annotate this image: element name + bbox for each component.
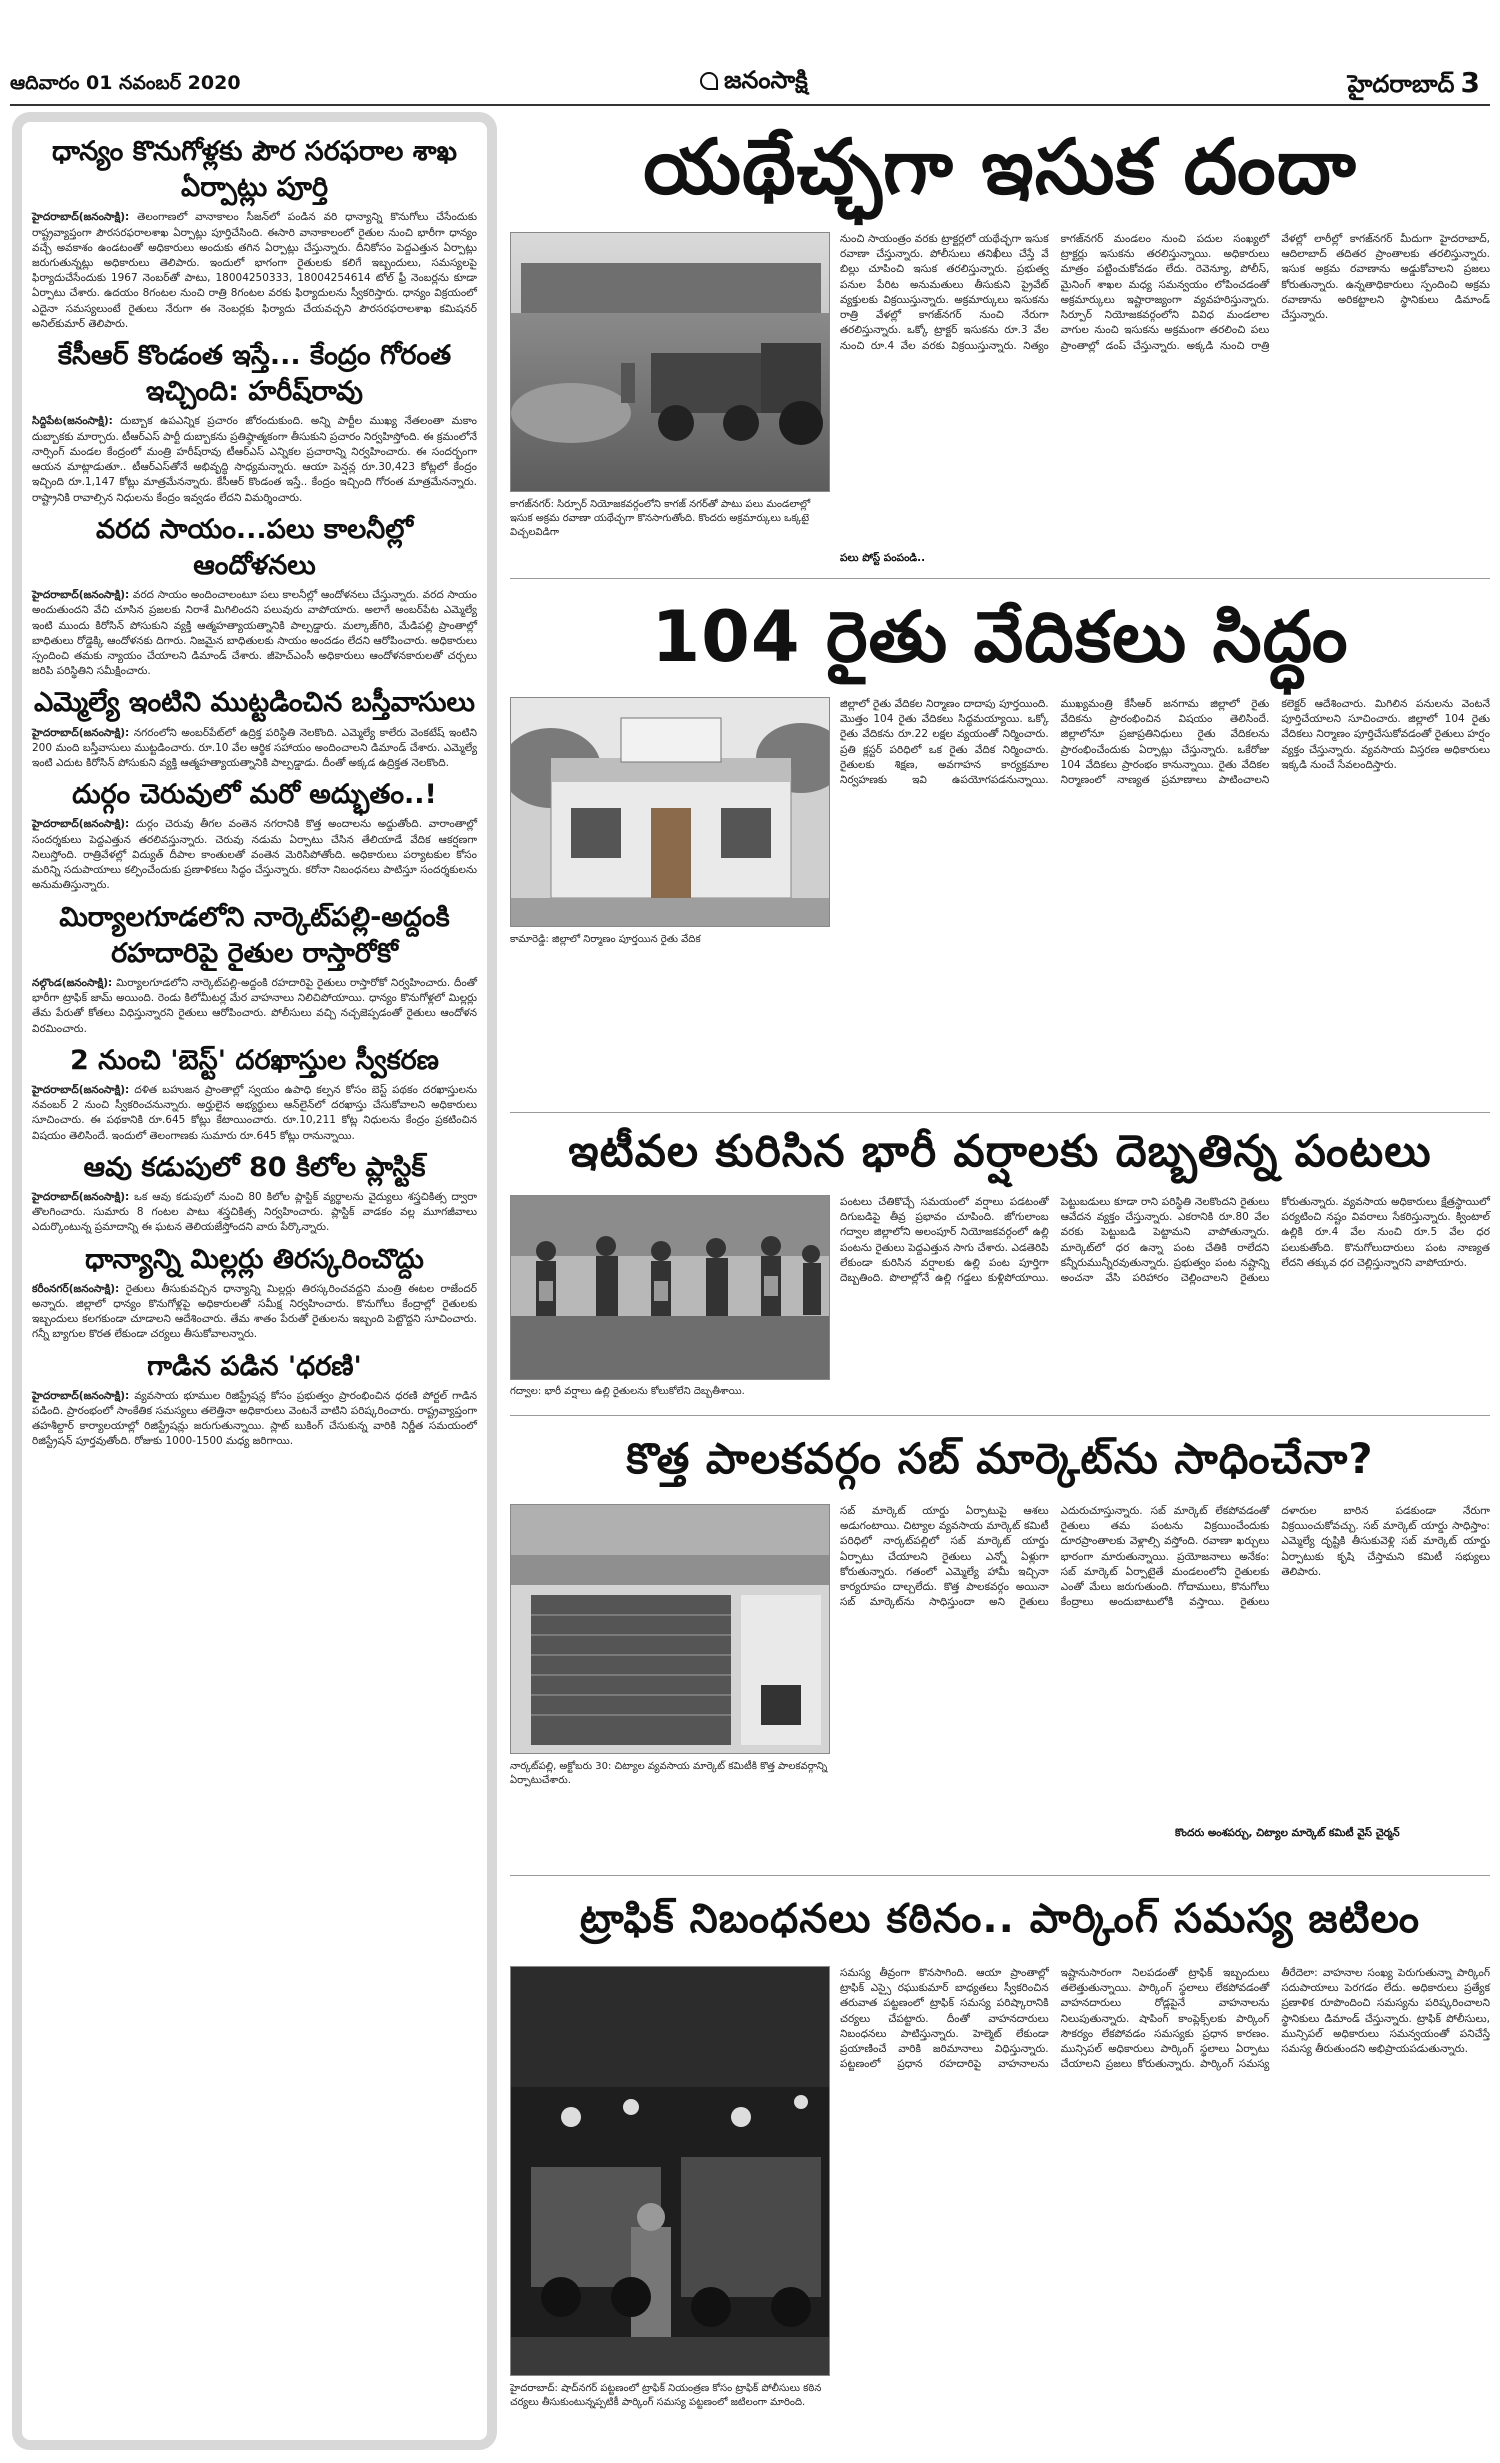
- photo-caption: కాగజ్‌నగర్: సిర్పూర్ నియోజకవర్గంలోని కాగజ్ నగర్‌తో పాటు పలు మండలాల్లో ఇసుక అక్రమ రవాణా యథేచ్ఛగా కొనసాగుతోంది. కొందరు అక్రమార్కులు ఒక్కటై విచ్చలవిడిగా: [510, 499, 811, 538]
- story-headline: ట్రాఫిక్ నిబంధనలు కఠినం.. పార్కింగ్ సమస్య జటిలం: [579, 1896, 1421, 1942]
- sidebar-story: [32, 1242, 477, 1343]
- story-body-columns: పంటలు చేతికొచ్చే సమయంలో వర్షాలు పడటంతో దిగుబడిపై తీవ్ర ప్రభావం చూపింది. జోగులాంబ గద్వాల జిల్లాలోని అలంపూర్ నియోజకవర్గంలో ఉల్లి పంటను రైతులు పెద్దఎత్తున సాగు చేశారు. ఎడతెరిపి లేకుండా కురిసిన వర్షాలకు ఉల్లి పంట పూర్తిగా దెబ్బతింది. పొలాల్లోనే ఉల్లి గడ్డలు కుళ్లిపోయాయి. పెట్టుబడులు కూడా రాని పరిస్థితి నెలకొందని రైతులు ఆవేదన వ్యక్తం చేస్తున్నారు. ఎకరానికి రూ.80 వేల వరకు పెట్టుబడి పెట్టామని వాపోతున్నారు. మార్కెట్‌లో ధర ఉన్నా పంట చేతికి రాలేదని కన్నీరుమున్నీరవుతున్నారు. ప్రభుత్వం పంట నష్టాన్ని అంచనా వేసి పరిహారం చెల్లించాలని రైతులు కోరుతున్నారు. వ్యవసాయ అధికారులు క్షేత్రస్థాయిలో పర్యటించి నష్టం వివరాలు సేకరిస్తున్నారు. క్వింటాల్ ఉల్లికి రూ.4 వేల నుంచి రూ.5 వేల ధర పలుకుతోంది. కొనుగోలుదారులు పంట నాణ్యత లేదని తక్కువ ధర చెల్లిస్తున్నారని వాపోయారు.: [840, 1196, 1490, 1285]
- photo-caption: నార్కట్‌పల్లి, అక్టోబరు 30: చిట్యాల వ్యవసాయ మార్కెట్ కమిటీకి కొత్త పాలకవర్గాన్ని ఏర్పాటుచేశారు.: [510, 1761, 828, 1786]
- logo-icon: [700, 72, 718, 90]
- dateline: హైదరాబాద్(జనంసాక్షి):: [32, 589, 130, 602]
- market-building-photo: [511, 1505, 830, 1754]
- dateline: కరీంనగర్(జనంసాక్షి):: [32, 1282, 120, 1295]
- story-body: వ్యవసాయ భూముల రిజిస్ట్రేషన్ల కోసం ప్రభుత్వం ప్రారంభించిన ధరణి పోర్టల్ గాడిన పడింది. ప్రారంభంలో సాంకేతిక సమస్యలు తలెత్తినా అధికారులు వెంటనే వాటిని పరిష్కరించారు. రాష్ట్రవ్యాప్తంగా తహశీల్దార్ కార్యాలయాల్లో రిజిస్ట్రేషన్లు జరుగుతున్నాయి. స్లాట్ బుకింగ్ చేసుకున్న వారికి నిర్ణీత సమయంలో రిజిస్ట్రేషన్ పూర్తవుతోంది. రోజుకు 1000-1500 మధ్య జరిగాయి.: [32, 1389, 477, 1448]
- sand-tractor-photo: [511, 233, 830, 492]
- sidebar-headline: 2 నుంచి 'బెస్ట్' దరఖాస్తుల స్వీకరణ: [70, 1044, 439, 1076]
- dateline: హైదరాబాద్(జనంసాక్షి):: [32, 726, 130, 739]
- story-headline: యథేచ్ఛగా ఇసుక దందా: [643, 122, 1357, 211]
- sidebar-headline: కేసీఆర్ కొండంత ఇస్తే... కేంద్రం గోరంత ఇచ్చింది: హరీష్‌రావు: [57, 340, 452, 408]
- story-body: మిర్యాలగూడలోని నార్కెట్‌పల్లి-అద్దంకి రహదారిపై రైతులు రాస్తారోకో నిర్వహించారు. దీంతో భారీగా ట్రాఫిక్ జామ్ అయింది. రెండు కిలోమీటర్ల మేర వాహనాలు నిలిచిపోయాయి. ధాన్యం కొనుగోళ్లలో మిల్లర్లు తేమ పేరుతో కోతలు విధిస్తున్నారని రైతులు ఆరోపించారు. పోలీసులు వచ్చి నచ్చజెప్పడంతో రైతులు ఆందోళన విరమించారు.: [32, 976, 477, 1035]
- page-header: [0, 0, 1500, 99]
- sidebar-story: [32, 1043, 477, 1144]
- sidebar-story: [32, 512, 477, 680]
- sidebar-headline: ఎమ్మెల్యే ఇంటిని ముట్టడించిన బస్తీవాసులు: [33, 687, 475, 719]
- story-headline: ఇటీవల కురిసిన భారీ వర్షాలకు దెబ్బతిన్న పంటలు: [568, 1126, 1432, 1177]
- story-body: నగరంలోని అంబర్‌పేట్‌లో ఉద్రిక్త పరిస్థితి నెలకొంది. ఎమ్మెల్యే కాలేరు వెంకటేష్ ఇంటిని 200 మంది బస్తీవాసులు ముట్టడించారు. రూ.10 వేల ఆర్థిక సహాయం అందించాలని డిమాండ్ చేశారు. ఎమ్మెల్యే ఇంటి ఎదుట కిరోసిన్ పోసుకుని వ్యక్తి ఆత్మహత్యాయత్నానికి పాల్పడ్డాడు. దీంతో అక్కడ ఉద్రిక్తత నెలకొంది.: [32, 726, 478, 770]
- sidebar-story-text: [32, 1190, 477, 1236]
- sidebar-story: [32, 338, 477, 506]
- story-headline: కొత్త పాలకవర్గం సబ్ మార్కెట్‌ను సాధించేనా?: [626, 1434, 1374, 1483]
- dateline: హైదరాబాద్(జనంసాక్షి):: [32, 1190, 130, 1203]
- story-byline: కొందరు అంశపర్చు, చిట్యాల మార్కెట్ కమిటీ వైస్ చైర్మన్: [1175, 1827, 1400, 1839]
- story-photo-crops: [510, 1195, 830, 1380]
- dateline: హైదరాబాద్(జనంసాక్షి):: [32, 211, 130, 224]
- story-photo-market: [510, 1504, 830, 1754]
- rythu-vedika-building-photo: [511, 698, 830, 927]
- sidebar-story-text: [32, 210, 477, 332]
- sidebar-story-text: [32, 1389, 477, 1450]
- sidebar-story: [32, 777, 477, 893]
- photo-caption: కామారెడ్డి: జిల్లాలో నిర్మాణం పూర్తయిన రైతు వేదిక: [510, 934, 701, 945]
- story-body: దుర్గం చెరువు తీగల వంతెన నగరానికి కొత్త అందాలను అద్దుతోంది. వారాంతాల్లో సందర్శకులు పెద్దఎత్తున తరలివస్తున్నారు. చెరువు నడుమ ఏర్పాటు చేసిన తేలియాడే వేదిక ఆకర్షణగా నిలుస్తోంది. రాత్రివేళల్లో విద్యుత్ దీపాల కాంతులతో వంతెన మెరిసిపోతోంది. అధికారులు పర్యాటకుల కోసం మరిన్ని సదుపాయాలు కల్పించేందుకు ప్రణాళికలు సిద్ధం చేస్తున్నారు. కరోనా నిబంధనలు పాటిస్తూ సందర్శకులను అనుమతిస్తున్నారు.: [32, 818, 477, 892]
- story-body-columns: సమస్య తీవ్రంగా కొనసాగింది. ఆయా ప్రాంతాల్లో ట్రాఫిక్ ఎస్సై రఘుకుమార్ బాధ్యతలు స్వీకరించిన తరువాత పట్టణంలో ట్రాఫిక్ సమస్య పరిష్కారానికి చర్యలు చేపట్టారు. దీంతో వాహనదారులు నిబంధనలు పాటిస్తున్నారు. హెల్మెట్ లేకుండా ప్రయాణించే వారికి జరిమానాలు విధిస్తున్నారు. పట్టణంలో ప్రధాన రహదారిపై వాహనాలను ఇష్టానుసారంగా నిలపడంతో ట్రాఫిక్ ఇబ్బందులు తలెత్తుతున్నాయి. పార్కింగ్ స్థలాలు లేకపోవడంతో వాహనదారులు రోడ్లపైనే వాహనాలను నిలుపుతున్నారు. షాపింగ్ కాంప్లెక్స్‌లకు పార్కింగ్ సౌకర్యం లేకపోవడం సమస్యకు ప్రధాన కారణం. మున్సిపల్ అధికారులు పార్కింగ్ స్థలాలు ఏర్పాటు చేయాలని ప్రజలు కోరుతున్నారు. పార్కింగ్ సమస్య తీరేదెలా: వాహనాల సంఖ్య పెరుగుతున్నా పార్కింగ్ సదుపాయాలు పెరగడం లేదు. అధికారులు ప్రత్యేక ప్రణాళిక రూపొందించి సమస్యను పరిష్కరించాలని స్థానికులు డిమాండ్ చేస్తున్నారు. ట్రాఫిక్ పోలీసులు, మున్సిపల్ అధికారులు సమన్వయంతో పనిచేస్తే సమస్య తీరుతుందని అభిప్రాయపడుతున్నారు.: [840, 1967, 1490, 2071]
- page-number: 3: [1460, 66, 1480, 99]
- story-body-columns: సబ్ మార్కెట్ యార్డు ఏర్పాటుపై ఆశలు అడుగంటాయి. చిట్యాల వ్యవసాయ మార్కెట్ కమిటీ పరిధిలో నార్కట్‌పల్లిలో సబ్ మార్కెట్ యార్డు ఏర్పాటు చేయాలని రైతులు ఎన్నో ఏళ్లుగా కోరుతున్నారు. గతంలో ఎమ్మెల్యే హామీ ఇచ్చినా కార్యరూపం దాల్చలేదు. కొత్త పాలకవర్గం అయినా సబ్ మార్కెట్‌ను సాధిస్తుందా అని రైతులు ఎదురుచూస్తున్నారు. సబ్ మార్కెట్ లేకపోవడంతో రైతులు తమ పంటను విక్రయించేందుకు దూరప్రాంతాలకు వెళ్లాల్సి వస్తోంది. రవాణా ఖర్చులు భారంగా మారుతున్నాయి. ప్రయోజనాలు అనేకం: సబ్ మార్కెట్ ఏర్పాటైతే మండలంలోని రైతులకు ఎంతో మేలు జరుగుతుంది. గోదాములు, కొనుగోలు కేంద్రాలు అందుబాటులోకి వస్తాయి. రైతులు దళారుల బారిన పడకుండా నేరుగా విక్రయించుకోవచ్చు. సబ్ మార్కెట్ యార్డు సాధిస్తాం: ఎమ్మెల్యే దృష్టికి తీసుకువెళ్లి సబ్ మార్కెట్ యార్డు ఏర్పాటుకు కృషి చేస్తామని కమిటీ సభ్యులు తెలిపారు.: [840, 1505, 1490, 1609]
- sidebar-story-text: [32, 1282, 477, 1343]
- story-body: రైతులు తీసుకువచ్చిన ధాన్యాన్ని మిల్లర్లు తిరస్కరించవద్దని మంత్రి ఈటల రాజేందర్ అన్నారు. జిల్లాలో ధాన్యం కొనుగోళ్లపై అధికారులతో సమీక్ష నిర్వహించారు. కొనుగోలు కేంద్రాల్లో రైతులకు ఇబ్బందులు కలగకుండా చూడాలని ఆదేశించారు. తేమ శాతం పేరుతో రైతులను ఇబ్బంది పెట్టొద్దని సూచించారు. గన్నీ బ్యాగుల కొరత లేకుండా చర్యలు తీసుకోవాలన్నారు.: [32, 1282, 477, 1341]
- story-photo-traffic: [510, 1966, 830, 2376]
- dateline: నల్గొండ(జనంసాక్షి):: [32, 976, 113, 989]
- header-divider: [10, 104, 1490, 106]
- sidebar-news-column: [12, 112, 497, 2450]
- sidebar-story-text: [32, 976, 477, 1037]
- photo-caption: హైదరాబాద్: షాద్‌నగర్ పట్టణంలో ట్రాఫిక్ నియంత్రణ కోసం ట్రాఫిక్ పోలీసులు కఠిన చర్యలు తీసుకుంటున్నప్పటికీ పార్కింగ్ సమస్య పట్టణంలో జటిలంగా మారింది.: [510, 2383, 822, 2408]
- story-headline: 104 రైతు వేదికలు సిద్ధం: [651, 596, 1349, 678]
- sidebar-headline: వరద సాయం...పలు కాలనీల్లో ఆందోళనలు: [95, 513, 414, 581]
- sidebar-story: [32, 685, 477, 771]
- sidebar-headline: గాడిన పడిన 'ధరణి': [147, 1350, 362, 1382]
- story-divider: [510, 1415, 1490, 1416]
- story-body: ఒక ఆవు కడుపులో నుంచి 80 కిలోల ప్లాస్టిక్ వ్యర్థాలను వైద్యులు శస్త్రచికిత్స ద్వారా తొలగించారు. సుమారు 8 గంటల పాటు శస్త్రచికిత్స నిర్వహించారు. ప్లాస్టిక్ వాడకం వల్ల మూగజీవాలు ఎదుర్కొంటున్న ప్రమాదాన్ని ఈ ఘటన తెలియజేస్తోందని వారు పేర్కొన్నారు.: [32, 1190, 477, 1234]
- story-divider: [510, 578, 1490, 579]
- photo-caption: గద్వాల: భారీ వర్షాలు ఉల్లి రైతులను కోలుకోలేని దెబ్బతీశాయి.: [510, 1386, 745, 1397]
- sidebar-headline: ధాన్యాన్ని మిల్లర్లు తిరస్కరించొద్దు: [85, 1243, 424, 1275]
- story-divider: [510, 1875, 1490, 1876]
- edition-date: ఆదివారం 01 నవంబర్ 2020: [10, 72, 241, 94]
- story-crop-damage: [510, 1117, 1490, 1417]
- story-rythu-vedika: [510, 587, 1490, 1017]
- sidebar-story-text: [32, 414, 477, 505]
- story-photo-sand: [510, 232, 830, 492]
- city-label: హైదరాబాద్: [1347, 70, 1455, 98]
- story-traffic-parking: [510, 1882, 1490, 2452]
- story-body-columns: నుంచి సాయంత్రం వరకు ట్రాక్టర్లలో యథేచ్ఛగా ఇసుక రవాణా చేస్తున్నారు. పోలీసులు తనిఖీలు చేస్తే వే బిల్లు చూపించి ఇసుక తరలిస్తున్నారు. ప్రభుత్వ పనుల పేరిట అనుమతులు తీసుకుని ప్రైవేట్ వ్యక్తులకు విక్రయిస్తున్నారు. అక్రమార్కులు ఇసుకను రాత్రి వేళల్లో కాగజ్‌నగర్ నుంచి నేరుగా తరలిస్తున్నారు. ఒక్కో ట్రాక్టర్ ఇసుకను రూ.3 వేల నుంచి రూ.4 వేల వరకు విక్రయిస్తున్నారు. నిత్యం కాగజ్‌నగర్ మండలం నుంచి పదుల సంఖ్యలో ట్రాక్టర్లు ఇసుకను తరలిస్తున్నాయి. అధికారులు మాత్రం పట్టించుకోవడం లేదు. రెవెన్యూ, పోలీస్, మైనింగ్ శాఖల మధ్య సమన్వయం లోపించడంతో అక్రమార్కులు ఇష్టారాజ్యంగా వ్యవహరిస్తున్నారు. సిర్పూర్ నియోజకవర్గంలోని వివిధ మండలాల వాగుల నుంచి ఇసుకను అక్రమంగా తరలించి పలు ప్రాంతాల్లో డంప్ చేస్తున్నారు. అక్కడి నుంచి రాత్రి వేళల్లో లారీల్లో కాగజ్‌నగర్ మీదుగా హైదరాబాద్, ఆదిలాబాద్ తదితర ప్రాంతాలకు తరలిస్తున్నారు. ఇసుక అక్రమ రవాణాను అడ్డుకోవాలని ప్రజలు కోరుతున్నారు. ఉన్నతాధికారులు స్పందించి అక్రమ రవాణాను అరికట్టాలని స్థానికులు డిమాండ్ చేస్తున్నారు.: [840, 233, 1490, 352]
- logo-text: జనంసాక్షి: [724, 66, 808, 94]
- sidebar-story: [32, 134, 477, 332]
- story-photo-vedika: [510, 697, 830, 927]
- dateline: సిద్దిపేట(జనంసాక్షి):: [32, 415, 113, 428]
- story-divider: [510, 1112, 1490, 1113]
- dateline: హైదరాబాద్(జనంసాక్షి):: [32, 818, 130, 831]
- dateline: హైదరాబాద్(జనంసాక్షి):: [32, 1083, 130, 1096]
- sidebar-story-text: [32, 588, 477, 679]
- sidebar-headline: ధాన్యం కొనుగోళ్లకు పౌర సరఫరాల శాఖ ఏర్పాట్లు పూర్తి: [51, 136, 458, 204]
- main-news-area: [510, 112, 1490, 2452]
- sidebar-story: [32, 900, 477, 1037]
- story-sub-market: [510, 1422, 1490, 1862]
- traffic-night-photo: [511, 1967, 830, 2376]
- story-sand-mafia: [510, 112, 1490, 572]
- sidebar-story-text: [32, 817, 477, 893]
- story-body: వరద సాయం అందించాలంటూ పలు కాలనీల్లో ఆందోళనలు చేస్తున్నారు. వరద సాయం అందుతుందని వేచి చూసిన ప్రజలకు నిరాశే మిగిలిందని పలువురు వాపోయారు. అలాగే అంబర్‌పేట ఎమ్మెల్యే ఇంటి ముందు కిరోసిన్ పోసుకుని వ్యక్తి ఆత్మహత్యాయత్నానికి పాల్పడ్డారు. మల్కాజ్‌గిరి, మేడిపల్లి ప్రాంతాల్లో బాధితులు రోడ్డెక్కి ఆందోళనకు దిగారు. నిజమైన బాధితులకు సాయం అందడం లేదని ఆరోపించారు. అధికారులు స్పందించి తమకు న్యాయం చేయాలని డిమాండ్ చేశారు. జీహెచ్ఎంసీ అధికారులు ఆందోళనకారులతో చర్చలు జరిపి పరిస్థితిని సమీక్షించారు.: [32, 589, 477, 678]
- story-byline: పలు పోస్ట్ పంపండి..: [840, 552, 926, 564]
- sidebar-story-text: [32, 726, 477, 772]
- sidebar-story-text: [32, 1083, 477, 1144]
- sidebar-headline: దుర్గం చెరువులో మరో అద్భుతం..!: [72, 779, 437, 811]
- story-body: తెలంగాణలో వానాకాలం సీజన్‌లో పండిన వరి ధాన్యాన్ని కొనుగోలు చేసేందుకు రాష్ట్రవ్యాప్తంగా పౌరసరఫరాలశాఖ ఏర్పాట్లు పూర్తిచేసింది. ఈసారి వానాకాలంలో రైతుల నుంచి భారీగా ధాన్యం వచ్చే అవకాశం ఉండటంతో అధికారులు అందుకు తగిన ఏర్పాట్లు చేస్తున్నారు. దీనికోసం పెద్దఎత్తున ఏర్పాట్లు జరుగుతున్నట్లు అధికారులు తెలిపారు. ఇందులో భాగంగా రైతులకు కలిగే ఇబ్బందులు, సమస్యలపై ఫిర్యాదుచేసేందుకు 1967 నెంబర్‌తో పాటు, 18004250333, 18004254614 టోల్ ఫ్రీ నెంబర్లను కూడా ఏర్పాటు చేశారు. ఉదయం 8గంటల నుంచి రాత్రి 8గంటల వరకు ఫిర్యాదులను స్వీకరిస్తారు. ధాన్యం విక్రయంలో ఎదైనా సమస్యలుంటే రైతులు నేరుగా ఈ నెంబర్లకు ఫిర్యాదు చేయవచ్చని పౌరసరఫరాలశాఖ కమిషనర్ అనిల్‌కుమార్ తెలిపారు.: [32, 211, 478, 330]
- story-body: దుబ్బాక ఉపఎన్నిక ప్రచారం జోరందుకుంది. అన్ని పార్టీల ముఖ్య నేతలంతా మకాం దుబ్బాకకు మార్చారు. టీఆర్ఎస్ పార్టీ దుబ్బాకను ప్రతిష్ఠాత్మకంగా తీసుకుని ప్రచారం నిర్వహిస్తోంది. ఈ క్రమంలోనే నార్సింగ్ మండల కేంద్రంలో మంత్రి హరీష్‌రావు టీఆర్ఎస్ ఎన్నికల ప్రచారాన్ని నిర్వహించారు. ఈ సందర్భంగా ఆయన మాట్లాడుతూ.. టీఆర్ఎస్‌తోనే అభివృద్ధి సాధ్యమన్నారు. ఆయా పెన్షన్ల రూ.30,423 కోట్లలో కేంద్రం ఇచ్చింది రూ.1,147 కోట్లు మాత్రమేనన్నారు. కేసీఆర్ కొండంత ఇస్తే.. కేంద్రం ఇచ్చింది గోరంత మాత్రమేనన్నారు. రాష్ట్రానికి రావాల్సిన నిధులను కేంద్రం ఇవ్వడం లేదని విమర్శించారు.: [32, 415, 478, 504]
- sidebar-headline: మిర్యాలగూడలోని నార్కెట్‌పల్లి-అద్దంకి రహదారిపై రైతుల రాస్తారోకో: [59, 901, 450, 969]
- story-body-columns: జిల్లాలో రైతు వేదికల నిర్మాణం దాదాపు పూర్తయింది. మొత్తం 104 రైతు వేదికలు సిద్ధమయ్యాయి. ఒక్కో రైతు వేదికను రూ.22 లక్షల వ్యయంతో నిర్మించారు. ప్రతి క్లస్టర్ పరిధిలో ఒక రైతు వేదిక నిర్మించారు. రైతులకు శిక్షణ, అవగాహన కార్యక్రమాల నిర్వహణకు ఇవి ఉపయోగపడనున్నాయి. ముఖ్యమంత్రి కేసీఆర్ జనగామ జిల్లాలో రైతు వేదికను ప్రారంభించిన విషయం తెలిసిందే. జిల్లాలోనూ ప్రజాప్రతినిధులు రైతు వేదికలను ప్రారంభించేందుకు ఏర్పాట్లు చేస్తున్నారు. ఒకేరోజు 104 వేదికలు ప్రారంభం కానున్నాయి. రైతు వేదికల నిర్మాణంలో నాణ్యత ప్రమాణాలు పాటించాలని కలెక్టర్ ఆదేశించారు. మిగిలిన పనులను వెంటనే పూర్తిచేయాలని సూచించారు. జిల్లాలో 104 రైతు వేదికలు నిర్మాణం పూర్తిచేసుకోవడంతో రైతులు హర్షం వ్యక్తం చేస్తున్నారు. వ్యవసాయ విస్తరణ అధికారులు ఇక్కడి నుంచే సేవలందిస్తారు.: [840, 698, 1490, 787]
- sidebar-headline: ఆవు కడుపులో 80 కిలోల ప్లాస్టిక్: [83, 1151, 426, 1183]
- story-body: దళిత బహుజన ప్రాంతాల్లో స్వయం ఉపాధి కల్పన కోసం బెస్ట్ పథకం దరఖాస్తులను నవంబర్ 2 నుంచి స్వీకరించనున్నారు. అర్హులైన అభ్యర్థులు ఆన్‌లైన్‌లో దరఖాస్తు చేసుకోవాలని అధికారులు సూచించారు. ఈ పథకానికి రూ.645 కోట్లు కేటాయించారు. రూ.10,211 కోట్ల నిధులను కేంద్రం ప్రకటించిన విషయం తెలిసిందే. ఇందులో తెలంగాణకు సుమారు రూ.645 కోట్లు రానున్నాయి.: [32, 1083, 477, 1142]
- newspaper-logo: [700, 66, 808, 100]
- dateline: హైదరాబాద్(జనంసాక్షి):: [32, 1389, 130, 1402]
- sidebar-story: [32, 1150, 477, 1236]
- sidebar-story: [32, 1349, 477, 1450]
- edition-city: [1348, 66, 1480, 104]
- farmers-field-photo: [511, 1196, 830, 1380]
